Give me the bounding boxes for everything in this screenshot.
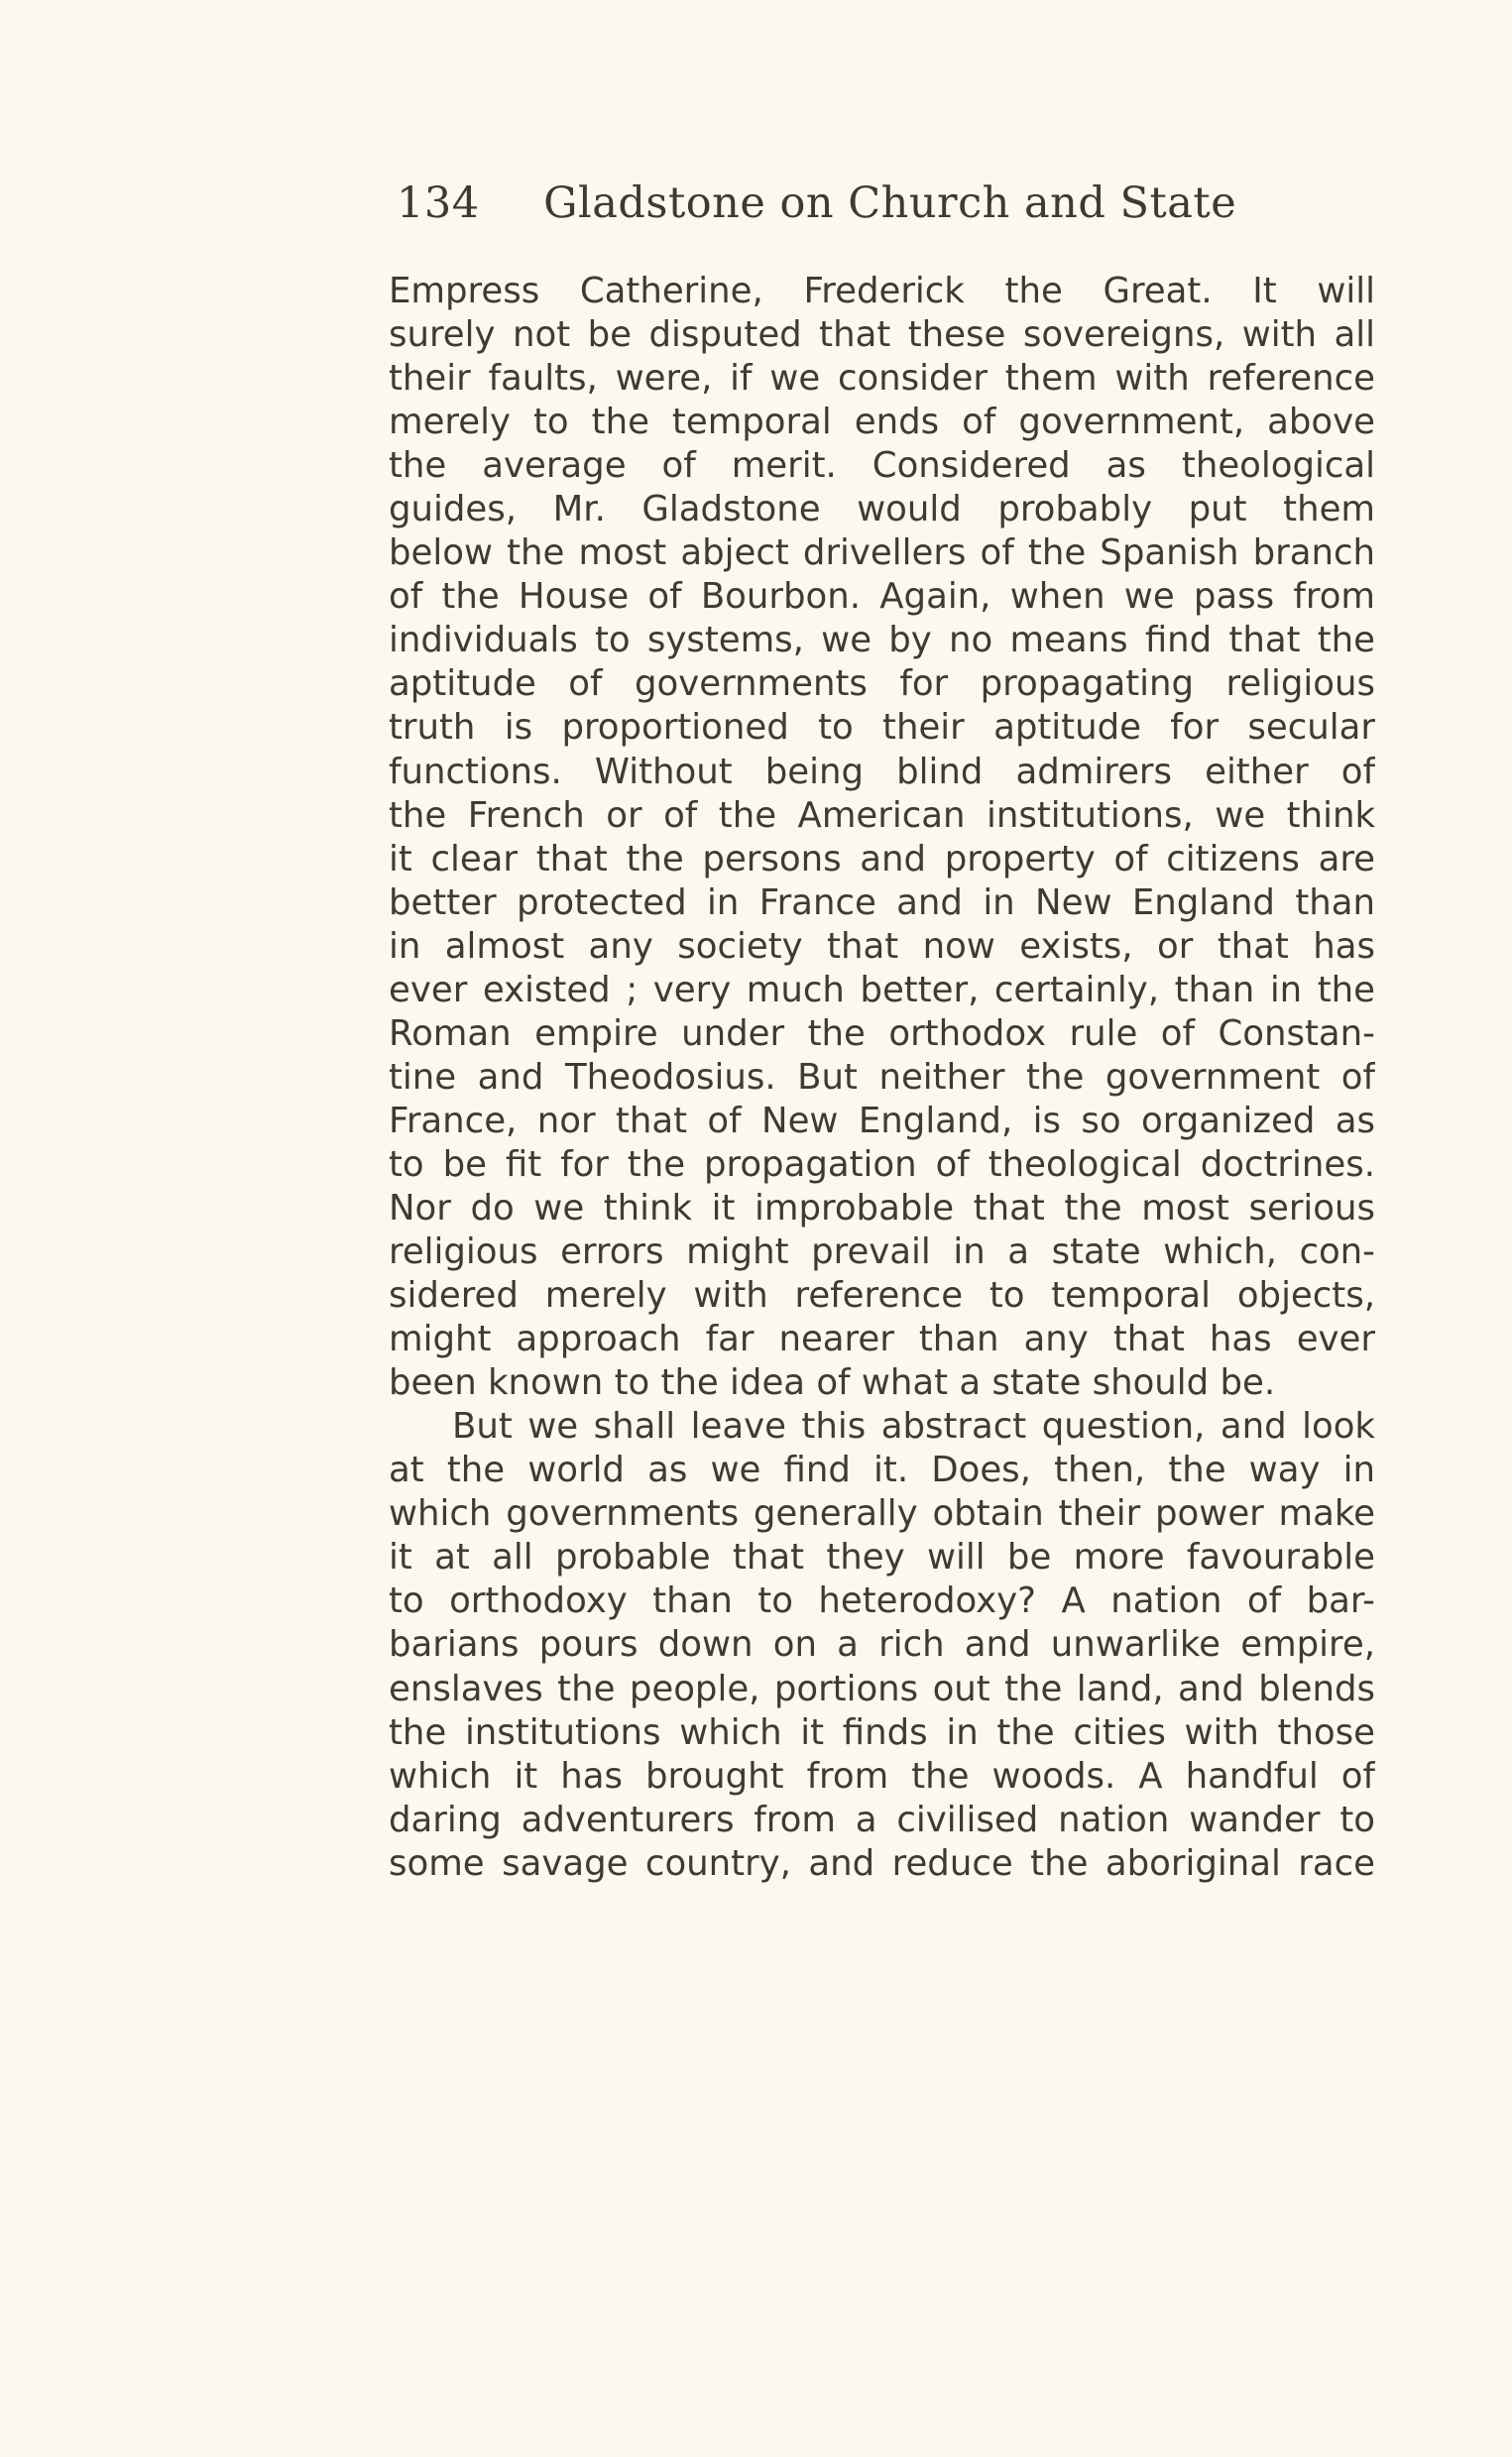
page-header <box>397 178 1289 248</box>
body-text <box>389 270 1375 1886</box>
paragraph-first-line: But we shall leave this abstract question, and look <box>452 1406 1375 1448</box>
text-line: which it has brought from the woods. A handful of <box>389 1755 1375 1797</box>
text-line: better protected in France and in New England than <box>389 881 1375 923</box>
text-line: guides, Mr. Gladstone would probably put them <box>389 489 1375 530</box>
text-line: at the world as we find it. Does, then, the way in <box>389 1450 1375 1491</box>
text-line: the average of merit. Considered as theological <box>389 445 1375 487</box>
text-line: individuals to systems, we by no means find that the <box>389 620 1375 661</box>
text-line: the institutions which it finds in the cities with those <box>389 1711 1375 1753</box>
text-line: some savage country, and reduce the aboriginal race <box>389 1842 1375 1884</box>
text-line: might approach far nearer than any that has ever <box>389 1319 1375 1360</box>
text-line: barians pours down on a rich and unwarlike empire, <box>389 1624 1375 1666</box>
text-line: functions. Without being blind admirers either of <box>389 751 1375 792</box>
text-line: in almost any society that now exists, or that has <box>389 925 1375 967</box>
text-line: enslaves the people, portions out the land, and blends <box>389 1668 1375 1709</box>
text-line: sidered merely with reference to temporal objects, <box>389 1275 1375 1317</box>
page-number: 134 <box>397 178 480 228</box>
text-line: which governments generally obtain their power make <box>389 1493 1375 1535</box>
text-line: France, nor that of New England, is so organized as <box>389 1100 1375 1141</box>
text-line: tine and Theodosius. But neither the government of <box>389 1056 1375 1098</box>
paragraph-final-line: been known to the idea of what a state should be. <box>389 1362 1276 1404</box>
text-line: surely not be disputed that these sovereigns, with all <box>389 314 1375 356</box>
text-line: religious errors might prevail in a state which, con- <box>389 1231 1375 1273</box>
text-line: the French or of the American institutions, we think <box>389 794 1375 836</box>
running-title: Gladstone on Church and State <box>543 178 1237 228</box>
text-line: daring adventurers from a civilised nation wander to <box>389 1799 1375 1840</box>
text-line: aptitude of governments for propagating religious <box>389 663 1375 705</box>
text-line: truth is proportioned to their aptitude for secular <box>389 707 1375 749</box>
text-line: ever existed ; very much better, certainly, than in the <box>389 969 1375 1010</box>
text-line: their faults, were, if we consider them with reference <box>389 358 1375 400</box>
text-line: below the most abject drivellers of the Spanish branch <box>389 532 1375 574</box>
text-line: it at all probable that they will be more favourable <box>389 1537 1375 1579</box>
text-line: it clear that the persons and property of citizens are <box>389 838 1375 879</box>
text-line: Empress Catherine, Frederick the Great. It will <box>389 271 1375 311</box>
text-line: to be fit for the propagation of theological doctrines. <box>389 1143 1375 1185</box>
text-line: of the House of Bourbon. Again, when we pass from <box>389 576 1375 618</box>
text-line: Roman empire under the orthodox rule of Constan- <box>389 1012 1375 1054</box>
text-line: merely to the temporal ends of government, above <box>389 402 1375 443</box>
text-line: Nor do we think it improbable that the most serious <box>389 1187 1375 1228</box>
text-line: to orthodoxy than to heterodoxy? A nation of bar- <box>389 1580 1375 1622</box>
